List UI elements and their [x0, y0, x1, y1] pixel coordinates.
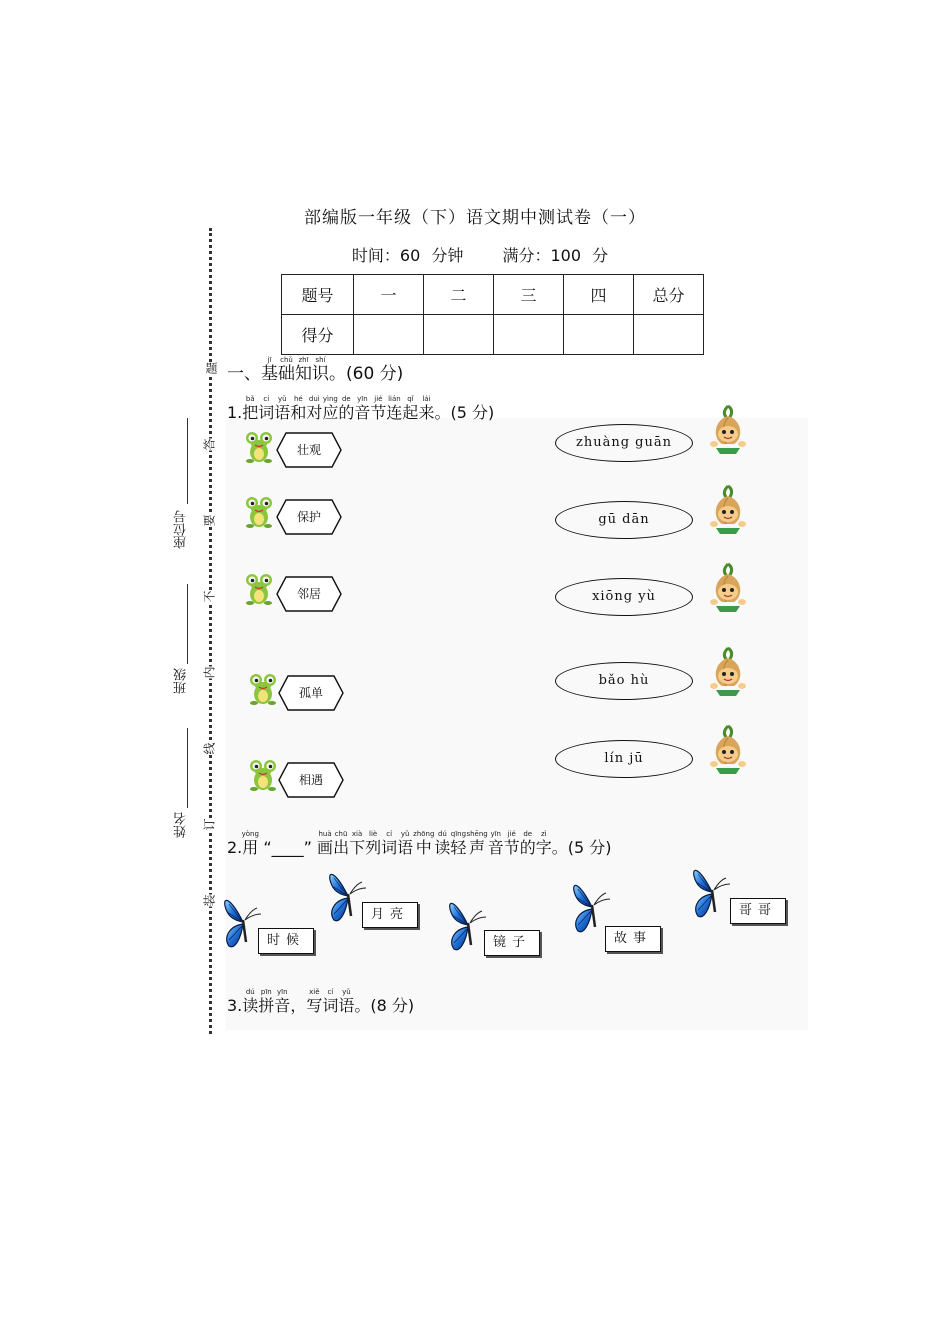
exam-full-score: 满分：100 分: [502, 246, 609, 265]
word-hexagon[interactable]: [278, 762, 344, 798]
ruby-char: 础chǔ: [278, 356, 295, 384]
table-cell: 总分: [634, 275, 704, 315]
binding-char: 线: [202, 742, 217, 755]
seat-number-label: 座位号: [174, 510, 189, 549]
word-label: 孤单: [298, 686, 323, 700]
butterfly-icon: [221, 892, 263, 956]
onion-character-icon: [708, 646, 748, 702]
binding-char: 不: [202, 590, 217, 603]
ruby-char: 知zhī: [295, 356, 312, 384]
word-label: 相遇: [298, 773, 323, 787]
word-hexagon[interactable]: [276, 432, 342, 468]
score-table: [281, 274, 704, 355]
table-cell: 二: [424, 275, 494, 315]
section-number: 一、: [227, 364, 261, 384]
ruby-char: 基jī: [261, 356, 278, 384]
onion-character-icon: [708, 562, 748, 618]
seat-number-field[interactable]: [187, 418, 188, 504]
binding-char: 订: [202, 818, 217, 831]
binding-dotted-line: [209, 228, 212, 1034]
exam-info: [0, 243, 950, 266]
table-cell: 得分: [282, 315, 354, 355]
ruby-char: 识shí: [312, 356, 329, 384]
score-table-score-row: [282, 315, 704, 355]
frog-icon: [244, 572, 274, 610]
question-2-heading: 2.用yòng “____” 画huà出chū下xià列liè词cí语yǔ中zhōng读dú轻qīng声shēng音yīn节jié的de字zì。(5 分): [227, 830, 612, 857]
binding-char: 要: [202, 514, 217, 527]
table-cell: 三: [494, 275, 564, 315]
word-box[interactable]: 镜子: [484, 930, 540, 956]
pinyin-oval[interactable]: xiōng yù: [555, 578, 693, 616]
pinyin-oval[interactable]: bǎo hù: [555, 662, 693, 700]
class-field[interactable]: [187, 584, 188, 664]
pinyin-oval[interactable]: gū dān: [555, 501, 693, 539]
binding-char: 内: [202, 666, 217, 679]
score-table-header-row: [282, 275, 704, 315]
score-input-cell[interactable]: [424, 315, 494, 355]
question-3-heading: 3.读dú拼pīn音yīn，写xiě词cí语yǔ。(8 分): [227, 988, 415, 1015]
binding-char: 题: [204, 362, 218, 374]
onion-character-icon: [708, 484, 748, 540]
frog-icon: [248, 758, 278, 796]
frog-icon: [244, 430, 274, 468]
word-box[interactable]: 月亮: [362, 902, 418, 928]
name-field[interactable]: [187, 728, 188, 808]
binding-char: 装: [202, 894, 217, 907]
score-input-cell[interactable]: [634, 315, 704, 355]
binding-char: 答: [202, 438, 217, 451]
question-1-heading: 1.把bǎ词cí语yǔ和hé对duì应yìng的de音yīn节jié连lián起qǐ来lái。(5 分): [227, 395, 495, 422]
score-input-cell[interactable]: [494, 315, 564, 355]
word-hexagon[interactable]: [276, 499, 342, 535]
page-title: 部编版一年级（下）语文期中测试卷（一）: [304, 208, 646, 228]
frog-icon: [244, 495, 274, 533]
word-box[interactable]: 故事: [605, 926, 661, 952]
table-cell: 四: [564, 275, 634, 315]
butterfly-icon: [446, 895, 488, 959]
table-cell: 题号: [282, 275, 354, 315]
section-score: 。(60 分): [329, 364, 404, 384]
word-hexagon[interactable]: [278, 675, 344, 711]
onion-character-icon: [708, 404, 748, 460]
pinyin-oval[interactable]: zhuàng guān: [555, 424, 693, 462]
score-input-cell[interactable]: [354, 315, 424, 355]
word-label: 壮观: [296, 443, 321, 457]
table-cell: 一: [354, 275, 424, 315]
onion-character-icon: [708, 724, 748, 780]
word-box[interactable]: 时候: [258, 928, 314, 954]
butterfly-icon: [690, 862, 732, 926]
word-box[interactable]: 哥哥: [730, 898, 786, 924]
word-label: 邻居: [296, 587, 321, 601]
pinyin-oval[interactable]: lín jū: [555, 740, 693, 778]
name-label: 姓名: [174, 812, 189, 838]
score-input-cell[interactable]: [564, 315, 634, 355]
word-hexagon[interactable]: [276, 576, 342, 612]
word-label: 保护: [296, 510, 321, 524]
section-1-heading: [227, 356, 403, 384]
frog-icon: [248, 672, 278, 710]
class-label: 班级: [174, 668, 189, 694]
exam-time: 时间：60 分钟: [351, 246, 464, 265]
